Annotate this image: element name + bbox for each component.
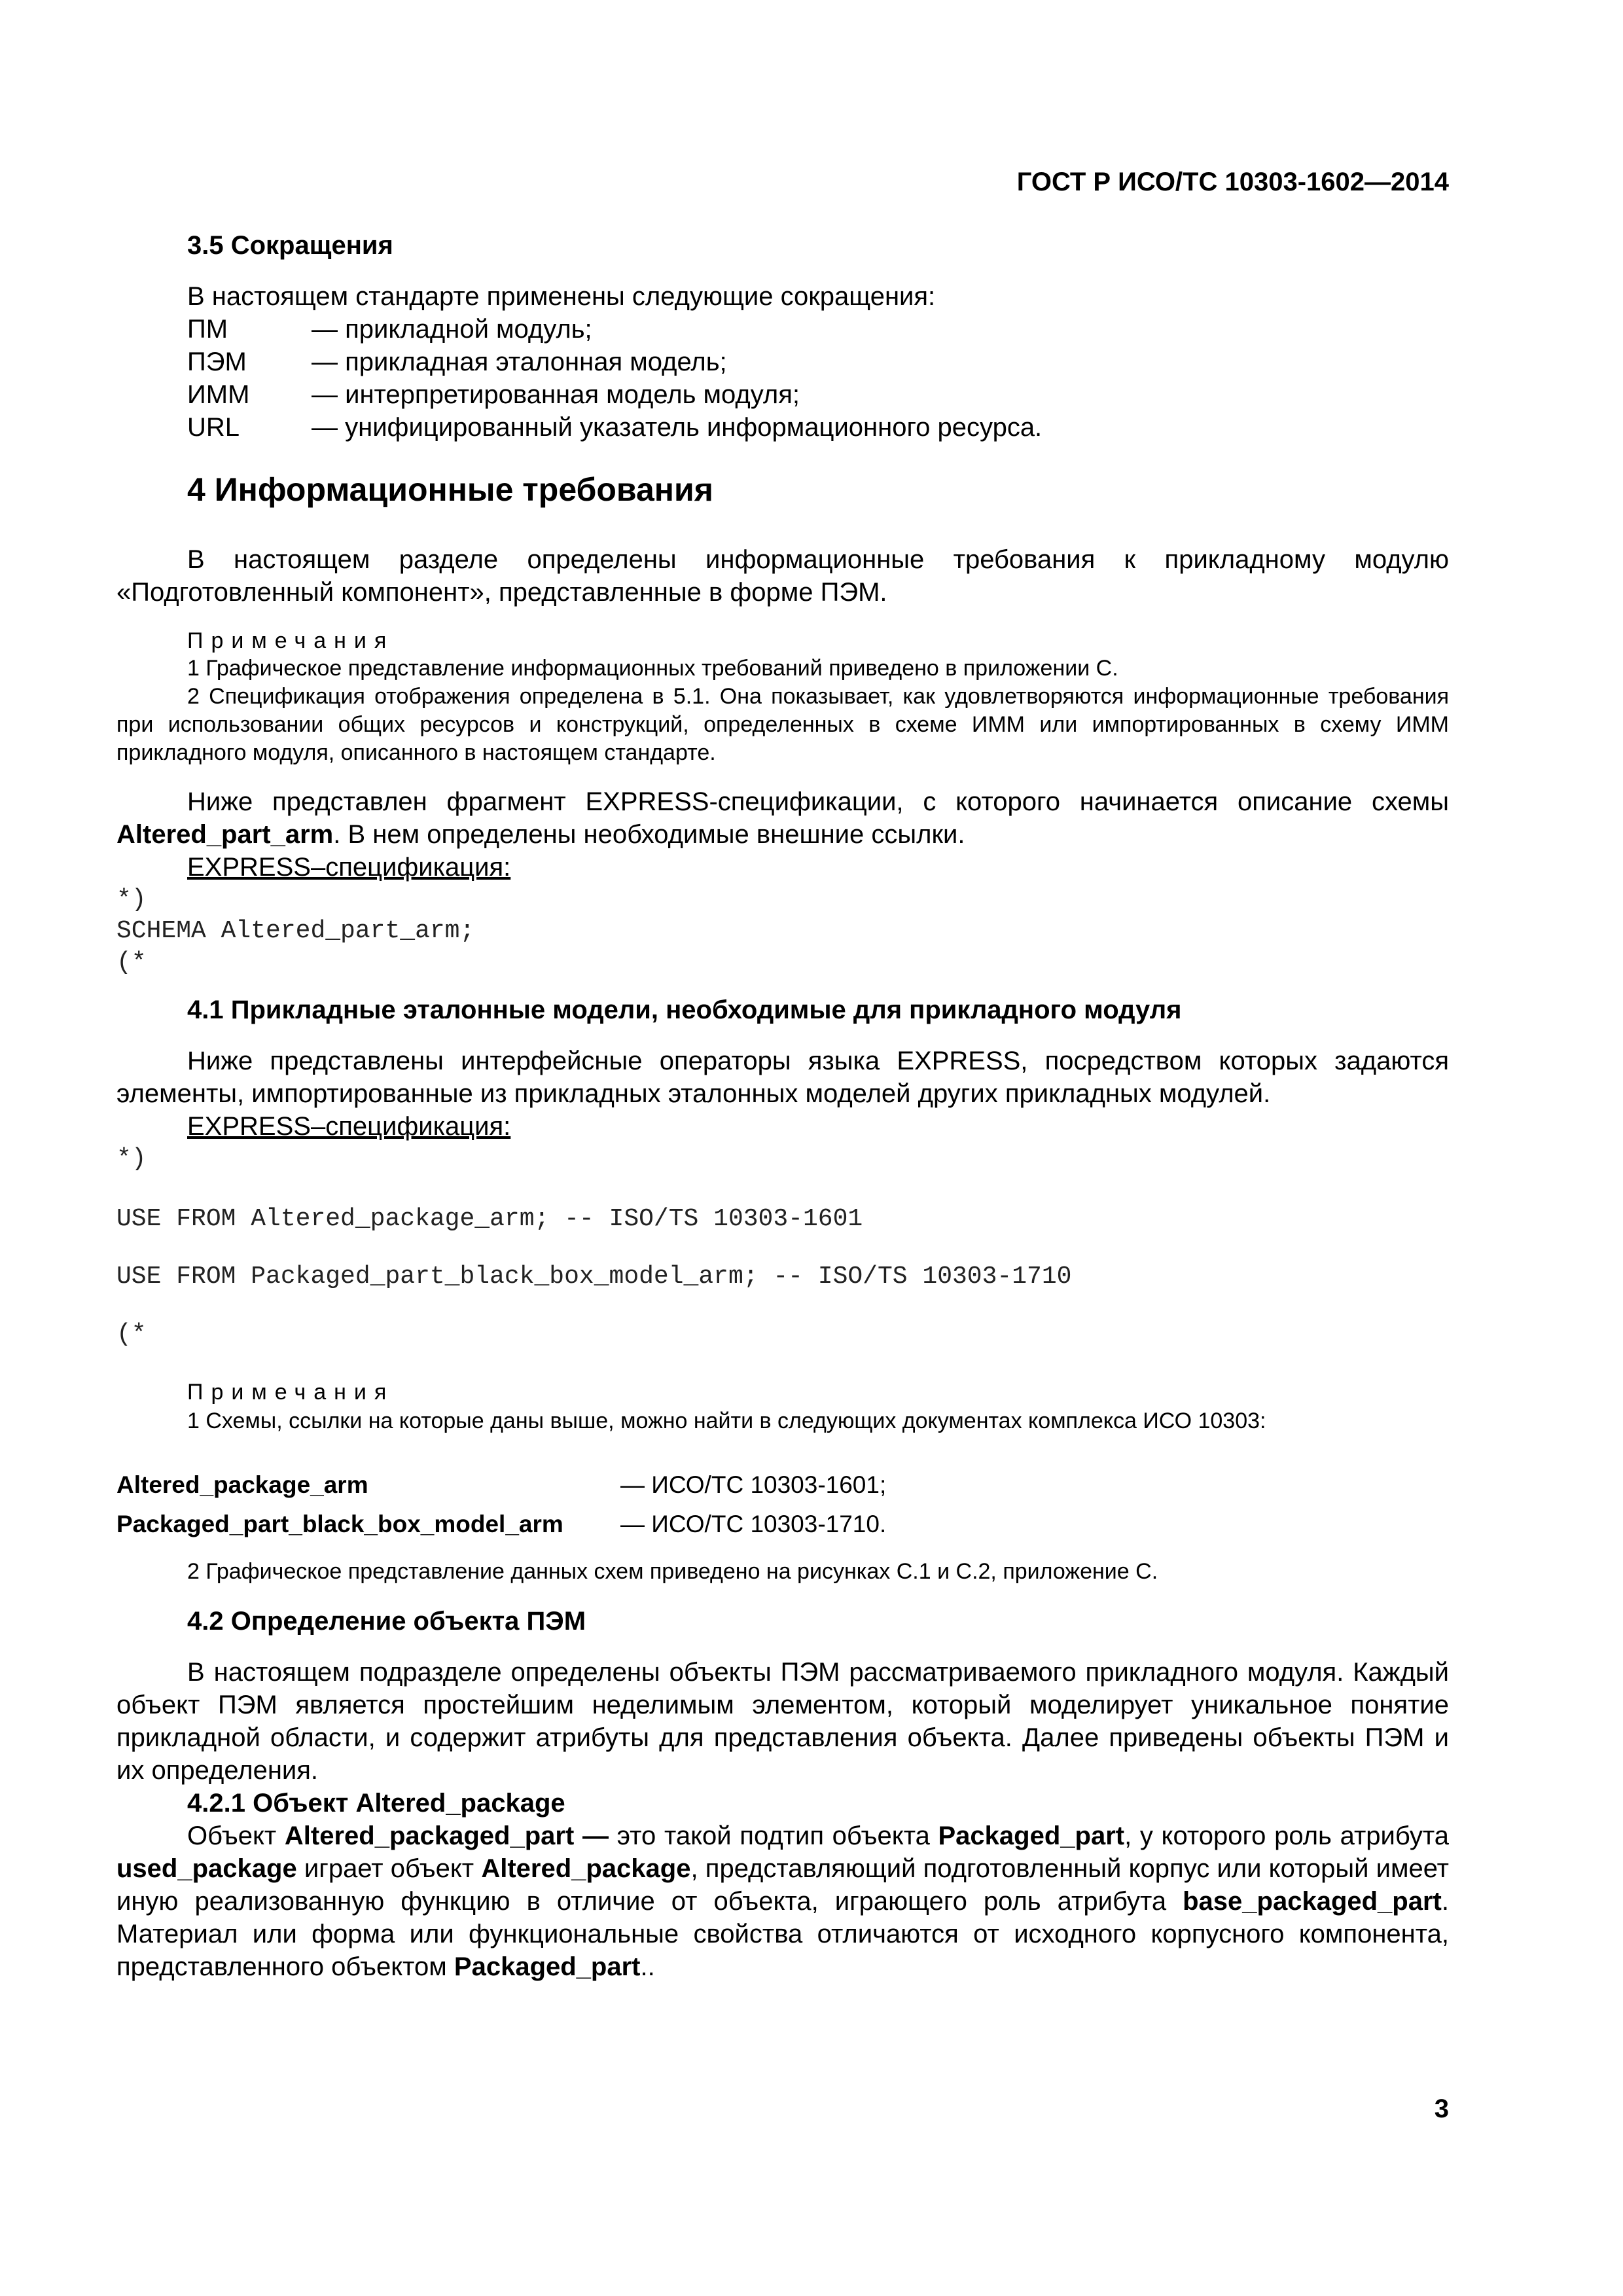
section-4-1-text: Ниже представлены интерфейсные операторы языка EXPRESS, посредством которых задаются элементы, импортированные из прикладных эталонных моделей других прикладных модулей. [116,1047,1449,1108]
abbreviation-term: ПЭМ [187,348,247,376]
note-2: 2 Спецификация отображения определена в 5.1. Она показывает, как удовлетворяются информационные требования при использовании общих ресурсов и конструкций, определенных в схеме ИММ или импортированных в схему ИММ прикладного модуля, описанного в настоящем стандарте. [116,684,1449,765]
abbreviations-intro: В настоящем стандарте применены следующие сокращения: [187,282,936,311]
schema-name: Altered_part_arm [116,820,334,849]
abbreviation-meaning: — интерпретированная модель модуля; [312,380,800,409]
express-intro-paragraph: Ниже представлен фрагмент EXPRESS-спецификации, с которого начинается описание схемы Altered_part_arm. В нем определены необходимые внешние ссылки. [116,787,1449,849]
abbreviation-row [187,346,727,378]
section-4-2-1-text: Объект Altered_packaged_part — это такой подтип объекта Packaged_part, у которого роль атрибута used_package играет объект Altered_package, представляющий подготовленный корпус или который имеет иную реализованную функцию в отличие от объекта, играющего роль атрибута base_packaged_part. Материал или форма или функциональные свойства отличаются от исходного корпусного компонента, представленного объектом Packaged_part.. [116,1821,1449,1981]
code-line: *) [116,886,147,914]
section-3-5-heading: 3.5 Сокращения [187,231,393,260]
section-4-1-heading: 4.1 Прикладные эталонные модели, необходимые для прикладного модуля [187,996,1182,1024]
express-spec-label: EXPRESS–спецификация: [187,853,511,882]
abbreviation-term: URL [187,413,240,442]
note-2: 2 Графическое представление данных схем приведено на рисунках С.1 и С.2, приложение С. [187,1559,1158,1584]
code-line: SCHEMA Altered_part_arm; [116,917,475,945]
note-1: 1 Схемы, ссылки на которые даны выше, можно найти в следующих документах комплекса ИСО 10303: [187,1408,1266,1433]
reference-doc: — ИСО/ТС 10303-1710. [620,1511,887,1537]
reference-row [116,1509,886,1539]
code-line: (* [116,948,147,977]
reference-row [116,1470,886,1500]
express-spec-label: EXPRESS–спецификация: [187,1112,511,1141]
section-4-2-text: В настоящем подразделе определены объекты ПЭМ рассматриваемого прикладного модуля. Каждый объект ПЭМ является простейшим неделимым элементом, который моделирует уникальное понятие прикладной области, и содержит атрибуты для представления объекта. Далее приведены объекты ПЭМ и их определения. [116,1658,1449,1785]
abbreviation-meaning: — прикладная эталонная модель; [312,348,727,376]
reference-schema: Altered_package_arm [116,1471,368,1498]
abbreviation-term: ИММ [187,380,250,409]
abbreviation-meaning: — прикладной модуль; [312,315,592,344]
abbreviation-term: ПМ [187,315,228,344]
notes-title: Примечания [187,1380,395,1405]
section-4-intro: В настоящем разделе определены информационные требования к прикладному модулю «Подготовленный компонент», представленные в форме ПЭМ. [116,545,1449,607]
code-use-line: USE FROM Packaged_part_black_box_model_arm; -- ISO/TS 10303-1710 [116,1263,1072,1291]
document-code-header: ГОСТ Р ИСО/ТС 10303-1602—2014 [1016,168,1449,196]
abbreviation-row [187,378,800,411]
code-use-line: USE FROM Altered_package_arm; -- ISO/TS 10303-1601 [116,1205,863,1233]
section-4-2-heading: 4.2 Определение объекта ПЭМ [187,1607,586,1636]
abbreviation-row [187,313,592,346]
abbreviation-row [187,411,1042,444]
section-4-heading: 4 Информационные требования [187,471,713,508]
code-line: (* [116,1320,147,1348]
abbreviation-meaning: — унифицированный указатель информационного ресурса. [312,413,1043,442]
notes-title: Примечания [187,628,395,653]
reference-doc: — ИСО/ТС 10303-1601; [620,1471,887,1498]
code-line: *) [116,1145,147,1173]
section-4-2-1-heading: 4.2.1 Объект Altered_package [187,1789,565,1818]
reference-schema: Packaged_part_black_box_model_arm [116,1511,563,1537]
page-number: 3 [1434,2094,1449,2123]
note-1: 1 Графическое представление информационных требований приведено в приложении С. [187,656,1118,681]
